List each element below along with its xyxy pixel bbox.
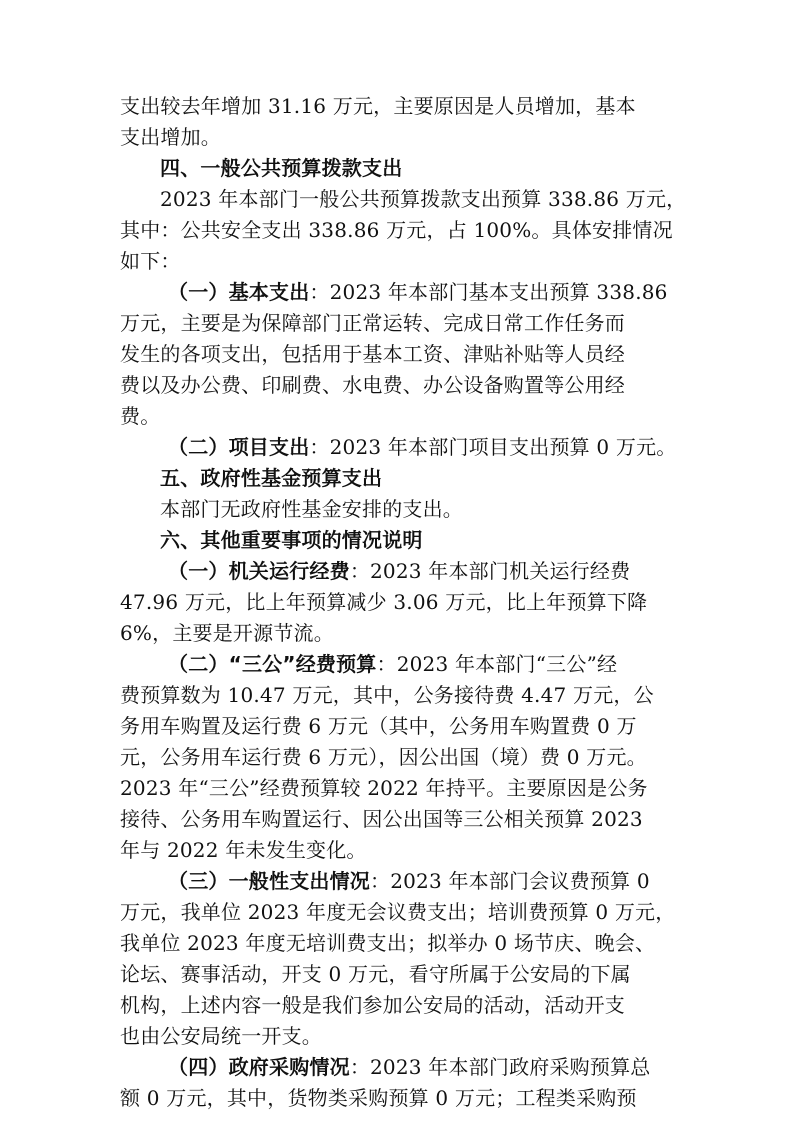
paragraph-line: 论坛、赛事活动，开支 0 万元，看守所属于公安局的下属 — [120, 962, 631, 986]
paragraph-line: （三）一般性支出情况：2023 年本部门会议费预算 0 — [168, 869, 650, 893]
subsection-label: （三）一般性支出情况 — [168, 869, 370, 893]
paragraph-line: （二）“三公”经费预算：2023 年本部门“三公”经 — [168, 652, 618, 676]
paragraph-line: 万元，我单位 2023 年度无会议费支出；培训费预算 0 万元， — [120, 900, 676, 924]
paragraph-line: 机构，上述内容一般是我们参加公安局的活动，活动开支 — [120, 993, 625, 1017]
paragraph-line: 本部门无政府性基金安排的支出。 — [160, 497, 463, 521]
paragraph-line: 支出较去年增加 31.16 万元，主要原因是人员增加，基本 — [120, 94, 636, 118]
paragraph-line: 年与 2022 年未发生变化。 — [120, 838, 367, 862]
paragraph-line: （二）项目支出：2023 年本部门项目支出预算 0 万元。 — [168, 435, 677, 459]
document-page — [120, 91, 687, 1114]
paragraph-line: 支出增加。 — [120, 125, 221, 149]
subsection-label: （四）政府采购情况 — [168, 1055, 350, 1079]
paragraph-line: （四）政府采购情况：2023 年本部门政府采购预算总 — [168, 1055, 651, 1079]
paragraph-line: 务用车购置及运行费 6 万元（其中，公务用车购置费 0 万 — [120, 714, 637, 738]
paragraph-line: 万元，主要是为保障部门正常运转、完成日常工作任务而 — [120, 311, 625, 335]
subsection-label: （二）项目支出 — [168, 435, 310, 459]
paragraph-line: 费预算数为 10.47 万元，其中，公务接待费 4.47 万元，公 — [120, 683, 654, 707]
paragraph-line: 其中：公共安全支出 338.86 万元，占 100%。具体安排情况 — [120, 218, 673, 242]
section-heading-4: 四、一般公共预算拨款支出 — [160, 156, 403, 180]
paragraph-line: （一）基本支出：2023 年本部门基本支出预算 338.86 — [168, 280, 668, 304]
paragraph-line: 费以及办公费、印刷费、水电费、办公设备购置等公用经 — [120, 373, 625, 397]
paragraph-line: 6%，主要是开源节流。 — [120, 621, 334, 645]
section-heading-5: 五、政府性基金预算支出 — [160, 466, 383, 490]
section-heading-6: 六、其他重要事项的情况说明 — [160, 528, 423, 552]
paragraph-line: 也由公安局统一开支。 — [120, 1024, 322, 1048]
paragraph-line: 如下： — [120, 249, 181, 273]
paragraph-line: 额 0 万元，其中，货物类采购预算 0 万元；工程类采购预 — [120, 1086, 637, 1110]
paragraph-line: 费。 — [120, 404, 161, 428]
paragraph-line: 接待、公务用车购置运行、因公出国等三公相关预算 2023 — [120, 807, 643, 831]
paragraph-line: 2023 年“三公”经费预算较 2022 年持平。主要原因是公务 — [120, 776, 648, 800]
subsection-label: （一）机关运行经费 — [168, 559, 350, 583]
paragraph-line: 47.96 万元，比上年预算减少 3.06 万元，比上年预算下降 — [120, 590, 648, 614]
paragraph-line: 发生的各项支出，包括用于基本工资、津贴补贴等人员经 — [120, 342, 625, 366]
subsection-label: （一）基本支出 — [168, 280, 310, 304]
paragraph-line: 元，公务用车运行费 6 万元），因公出国（境）费 0 万元。 — [120, 745, 647, 769]
paragraph-line: 2023 年本部门一般公共预算拨款支出预算 338.86 万元， — [160, 187, 687, 211]
subsection-label: （二）“三公”经费预算 — [168, 652, 377, 676]
paragraph-line: （一）机关运行经费：2023 年本部门机关运行经费 — [168, 559, 631, 583]
paragraph-line: 我单位 2023 年度无培训费支出；拟举办 0 场节庆、晚会、 — [120, 931, 656, 955]
